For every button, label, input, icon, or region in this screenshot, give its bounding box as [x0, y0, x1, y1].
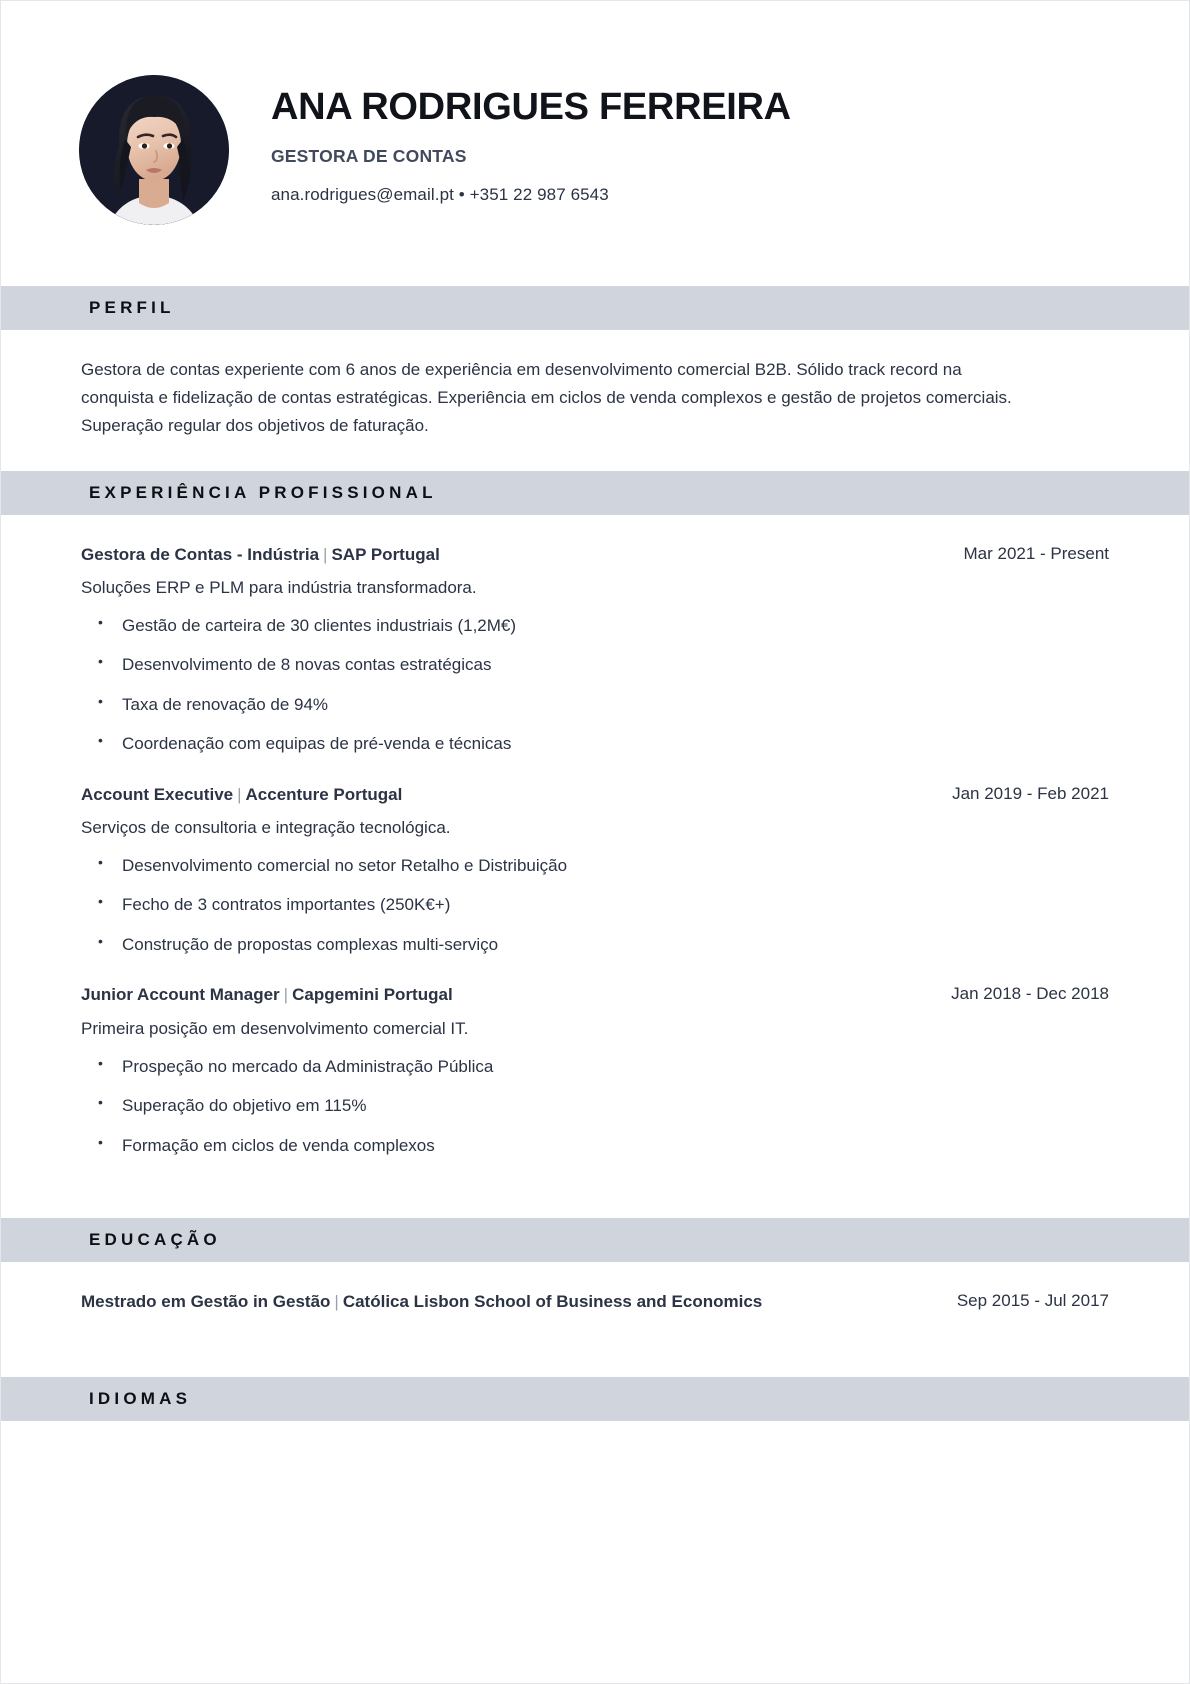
entry-company: SAP Portugal — [331, 544, 440, 564]
section-body-perfil — [1, 330, 1189, 441]
entry-bullet-list — [81, 1054, 1109, 1159]
avatar — [79, 75, 229, 225]
section-header-experiencia — [1, 471, 1189, 515]
experience-entry — [81, 515, 1109, 757]
title-separator: | — [334, 1292, 339, 1312]
page-title: ANA RODRIGUES FERREIRA — [271, 86, 791, 128]
entry-header-row — [81, 1290, 1109, 1315]
entry-role: Gestora de Contas - Indústria — [81, 544, 320, 564]
section-title: IDIOMAS — [89, 1388, 192, 1408]
section-title: EDUCAÇÃO — [89, 1230, 221, 1250]
section-header-perfil — [1, 286, 1189, 330]
job-title: GESTORA DE CONTAS — [271, 146, 467, 167]
list-item: • Construção de propostas complexas multi-serviço — [81, 932, 1109, 958]
entry-role: Junior Account Manager — [81, 985, 280, 1005]
list-item: • Coordenação com equipas de pré-venda e técnicas — [81, 731, 1109, 757]
entry-date: Mar 2021 - Present — [963, 543, 1109, 563]
list-item: • Fecho de 3 contratos importantes (250K€+) — [81, 892, 1109, 918]
entry-date: Jan 2019 - Feb 2021 — [952, 783, 1109, 803]
section-body-educacao — [1, 1262, 1189, 1315]
section-header-idiomas — [1, 1377, 1189, 1421]
education-entry — [81, 1262, 1109, 1315]
section-title: PERFIL — [89, 298, 175, 317]
section-title: EXPERIÊNCIA PROFISSIONAL — [89, 482, 437, 502]
section-body-experiencia — [1, 515, 1189, 1158]
entry-bullet-list — [81, 853, 1109, 958]
avatar-photo-icon — [79, 75, 229, 225]
entry-bullet-list — [81, 613, 1109, 757]
entry-role: Account Executive — [81, 784, 234, 804]
entry-title — [81, 783, 402, 808]
entry-description: Soluções ERP e PLM para indústria transformadora. — [81, 578, 477, 598]
entry-description: Primeira posição em desenvolvimento comercial IT. — [81, 1019, 469, 1039]
title-separator: | — [237, 784, 242, 804]
experience-entry — [81, 757, 1109, 958]
list-item: • Desenvolvimento comercial no setor Retalho e Distribuição — [81, 853, 1109, 879]
entry-header-row — [81, 783, 1109, 808]
title-separator: | — [323, 544, 328, 564]
list-item: • Formação em ciclos de venda complexos — [81, 1133, 1109, 1159]
entry-title — [81, 983, 453, 1008]
profile-summary: Gestora de contas experiente com 6 anos de experiência em desenvolvimento comercial B2B. Sólido track record na conquista e fidelização de contas estratégicas. Experiência em ciclos de venda complexos e gestão de projetos comerciais. Superação regular dos objetivos de faturação. — [81, 360, 1012, 436]
entry-header-row — [81, 983, 1109, 1008]
education-school: Católica Lisbon School of Business and Economics — [342, 1292, 763, 1312]
list-item: • Gestão de carteira de 30 clientes industriais (1,2M€) — [81, 613, 1109, 639]
list-item: • Prospeção no mercado da Administração Pública — [81, 1054, 1109, 1080]
list-item: • Superação do objetivo em 115% — [81, 1093, 1109, 1119]
resume-header — [1, 1, 1189, 286]
experience-entry — [81, 957, 1109, 1158]
entry-company: Capgemini Portugal — [292, 985, 453, 1005]
contact-line: ana.rodrigues@email.pt • +351 22 987 6543 — [271, 185, 609, 205]
entry-date: Sep 2015 - Jul 2017 — [956, 1291, 1109, 1311]
list-item: • Desenvolvimento de 8 novas contas estratégicas — [81, 652, 1109, 678]
entry-company: Accenture Portugal — [245, 784, 403, 804]
section-header-educacao — [1, 1218, 1189, 1262]
list-item: • Taxa de renovação de 94% — [81, 692, 1109, 718]
header-text-block — [229, 75, 791, 205]
entry-title — [81, 543, 440, 568]
entry-title — [81, 1290, 762, 1315]
entry-header-row — [81, 543, 1109, 568]
education-degree: Mestrado em Gestão in Gestão — [81, 1292, 331, 1312]
entry-description: Serviços de consultoria e integração tecnológica. — [81, 818, 451, 838]
title-separator: | — [283, 985, 289, 1005]
entry-date: Jan 2018 - Dec 2018 — [951, 984, 1109, 1004]
section-body-idiomas — [1, 1421, 1189, 1601]
